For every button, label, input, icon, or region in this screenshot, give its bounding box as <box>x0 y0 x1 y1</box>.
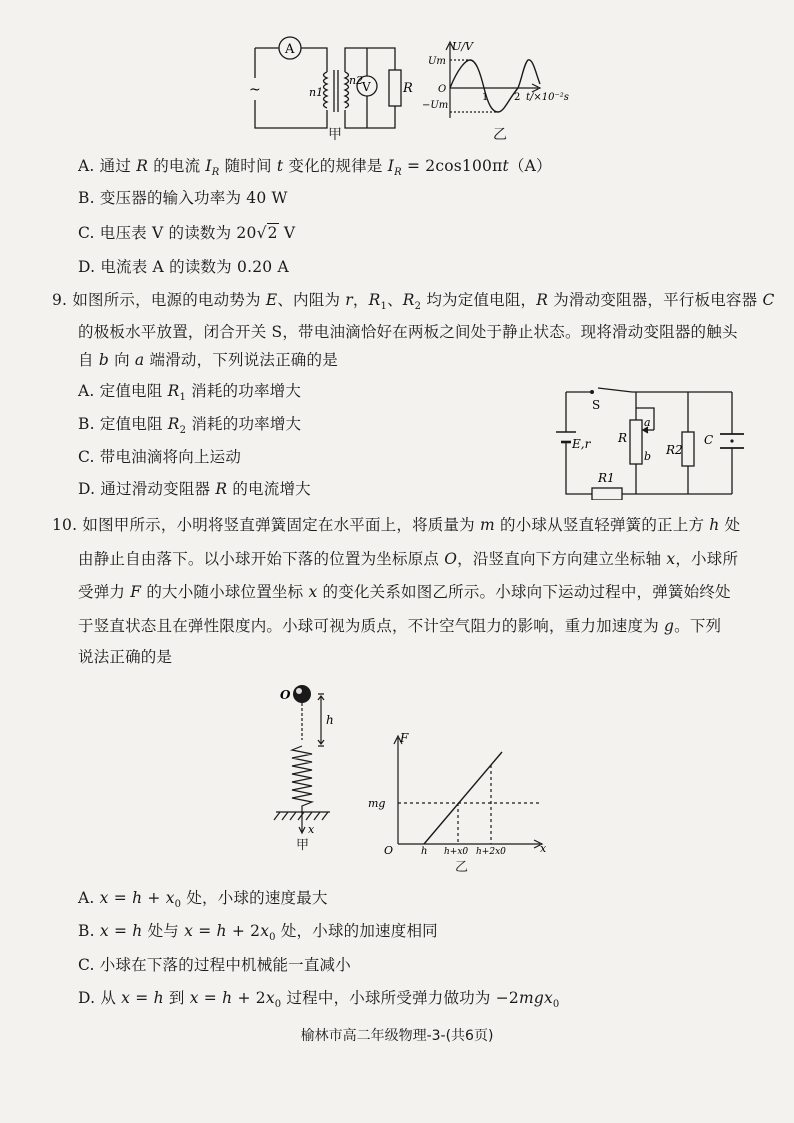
rheostat-label: R <box>618 431 628 445</box>
q9-stem-line1: 9. 如图所示，电源的电动势为 E、内阻为 r，$R_1$、$R_2$ 均为定值电阻，R 为滑动变阻器，平行板电容器 C <box>52 291 775 313</box>
q9-option-a: A. 定值电阻 $R_1$ 消耗的功率增大 <box>78 382 302 404</box>
graph-um: Um <box>428 56 446 67</box>
source-symbol: ~ <box>249 82 261 98</box>
graph-neg-um: −Um <box>422 100 449 111</box>
voltmeter-label: V <box>362 80 371 94</box>
ammeter-label: A <box>285 42 295 57</box>
q8-option-a: A. 通过 R 的电流 $I_R$ 随时间 t 变化的规律是 $I_R = 2\cos 100\pi t(A)$ <box>78 157 552 179</box>
force-graph-figure <box>364 730 564 856</box>
graph-ylabel: U/V <box>452 40 473 53</box>
graph-tick-1: 1 <box>482 92 489 103</box>
q9-circuit-figure <box>552 382 752 500</box>
q10-stem-line5: 说法正确的是 <box>78 648 173 666</box>
force-origin-label: O <box>384 844 394 856</box>
q8-option-b: B. 变压器的输入功率为 40 W <box>78 189 288 207</box>
force-tick-h-x0: h+x0 <box>444 847 469 856</box>
q10-option-c: C. 小球在下落的过程中机械能一直减小 <box>78 956 351 974</box>
ball-icon <box>293 685 311 703</box>
q9-option-c: C. 带电油滴将向上运动 <box>78 448 242 466</box>
n2-label: n2 <box>349 74 364 87</box>
switch-label: S <box>592 398 601 412</box>
q9-option-d: D. 通过滑动变阻器 R 的电流增大 <box>78 480 311 498</box>
terminal-a-label: a <box>644 416 651 429</box>
force-ylabel: F <box>400 731 409 745</box>
figure-label-yi-2: 乙 <box>455 860 469 875</box>
q10-stem-line4: 于竖直状态且在弹性限度内。小球可视为质点，不计空气阻力的影响，重力加速度为 g。下列 <box>78 617 722 635</box>
resistor-label: R <box>403 81 413 96</box>
terminal-b-label: b <box>644 450 652 463</box>
spring-h-label: h <box>326 713 334 727</box>
graph-tick-2: 2 <box>514 92 521 103</box>
q8-option-d: D. 电流表 A 的读数为 0.20 A <box>78 258 289 276</box>
figure-label-yi-1: 乙 <box>493 127 507 143</box>
q9-option-b: B. 定值电阻 $R_2$ 消耗的功率增大 <box>78 415 302 437</box>
page-footer: 榆林市高二年级物理-3-(共6页) <box>300 1028 494 1044</box>
q10-stem-line2: 由静止自由落下。以小球开始下落的位置为坐标原点 O，沿竖直向下方向建立坐标轴 x，小球所 <box>78 550 739 568</box>
r2-label: R2 <box>666 443 683 457</box>
graph-xlabel: t/×10⁻²s <box>526 92 569 103</box>
r1-label: R1 <box>598 471 615 485</box>
graph-origin: O <box>438 84 447 95</box>
q10-option-a: A. $x = h + x_0$ 处，小球的速度最大 <box>78 889 328 911</box>
capacitor-label: C <box>704 433 714 447</box>
source-label: E,r <box>572 437 591 451</box>
force-mg-label: mg <box>368 797 386 810</box>
q10-stem-line1: 10. 如图甲所示，小明将竖直弹簧固定在水平面上，将质量为 m 的小球从竖直轻弹簧的正上方 h 处 <box>52 516 741 534</box>
q9-stem-line2: 的极板水平放置，闭合开关 S，带电油滴恰好在两板之间处于静止状态。现将滑动变阻器的触头 <box>78 323 738 341</box>
q10-stem-line3: 受弹力 F 的大小随小球位置坐标 x 的变化关系如图乙所示。小球向下运动过程中，弹簧始终处 <box>78 583 731 601</box>
q9-stem-line3: 自 b 向 a 端滑动，下列说法正确的是 <box>78 351 338 369</box>
force-tick-h-2x0: h+2x0 <box>476 847 506 856</box>
q8-option-c: C. 电压表 V 的读数为 20√2 V <box>78 224 296 242</box>
q10-option-b: B. x = h 处与 $x = h + 2x_0$ 处，小球的加速度相同 <box>78 922 438 944</box>
figure-label-jia-2: 甲 <box>296 838 310 853</box>
force-line <box>424 752 502 844</box>
q10-option-d: D. 从 x = h 到 $x = h + 2x_0$ 过程中，小球所受弹力做功为 −2mgx$_0$ <box>78 989 560 1011</box>
spring-figure <box>268 682 358 842</box>
voltage-curve <box>450 60 540 112</box>
voltage-graph-figure <box>418 38 578 128</box>
spring-x-label: x <box>308 823 315 836</box>
force-tick-h: h <box>421 846 428 856</box>
spring-origin-label: O <box>280 688 291 702</box>
force-xlabel: x <box>540 842 547 855</box>
n1-label: n1 <box>309 86 324 99</box>
figure-label-jia-1: 甲 <box>328 127 342 143</box>
